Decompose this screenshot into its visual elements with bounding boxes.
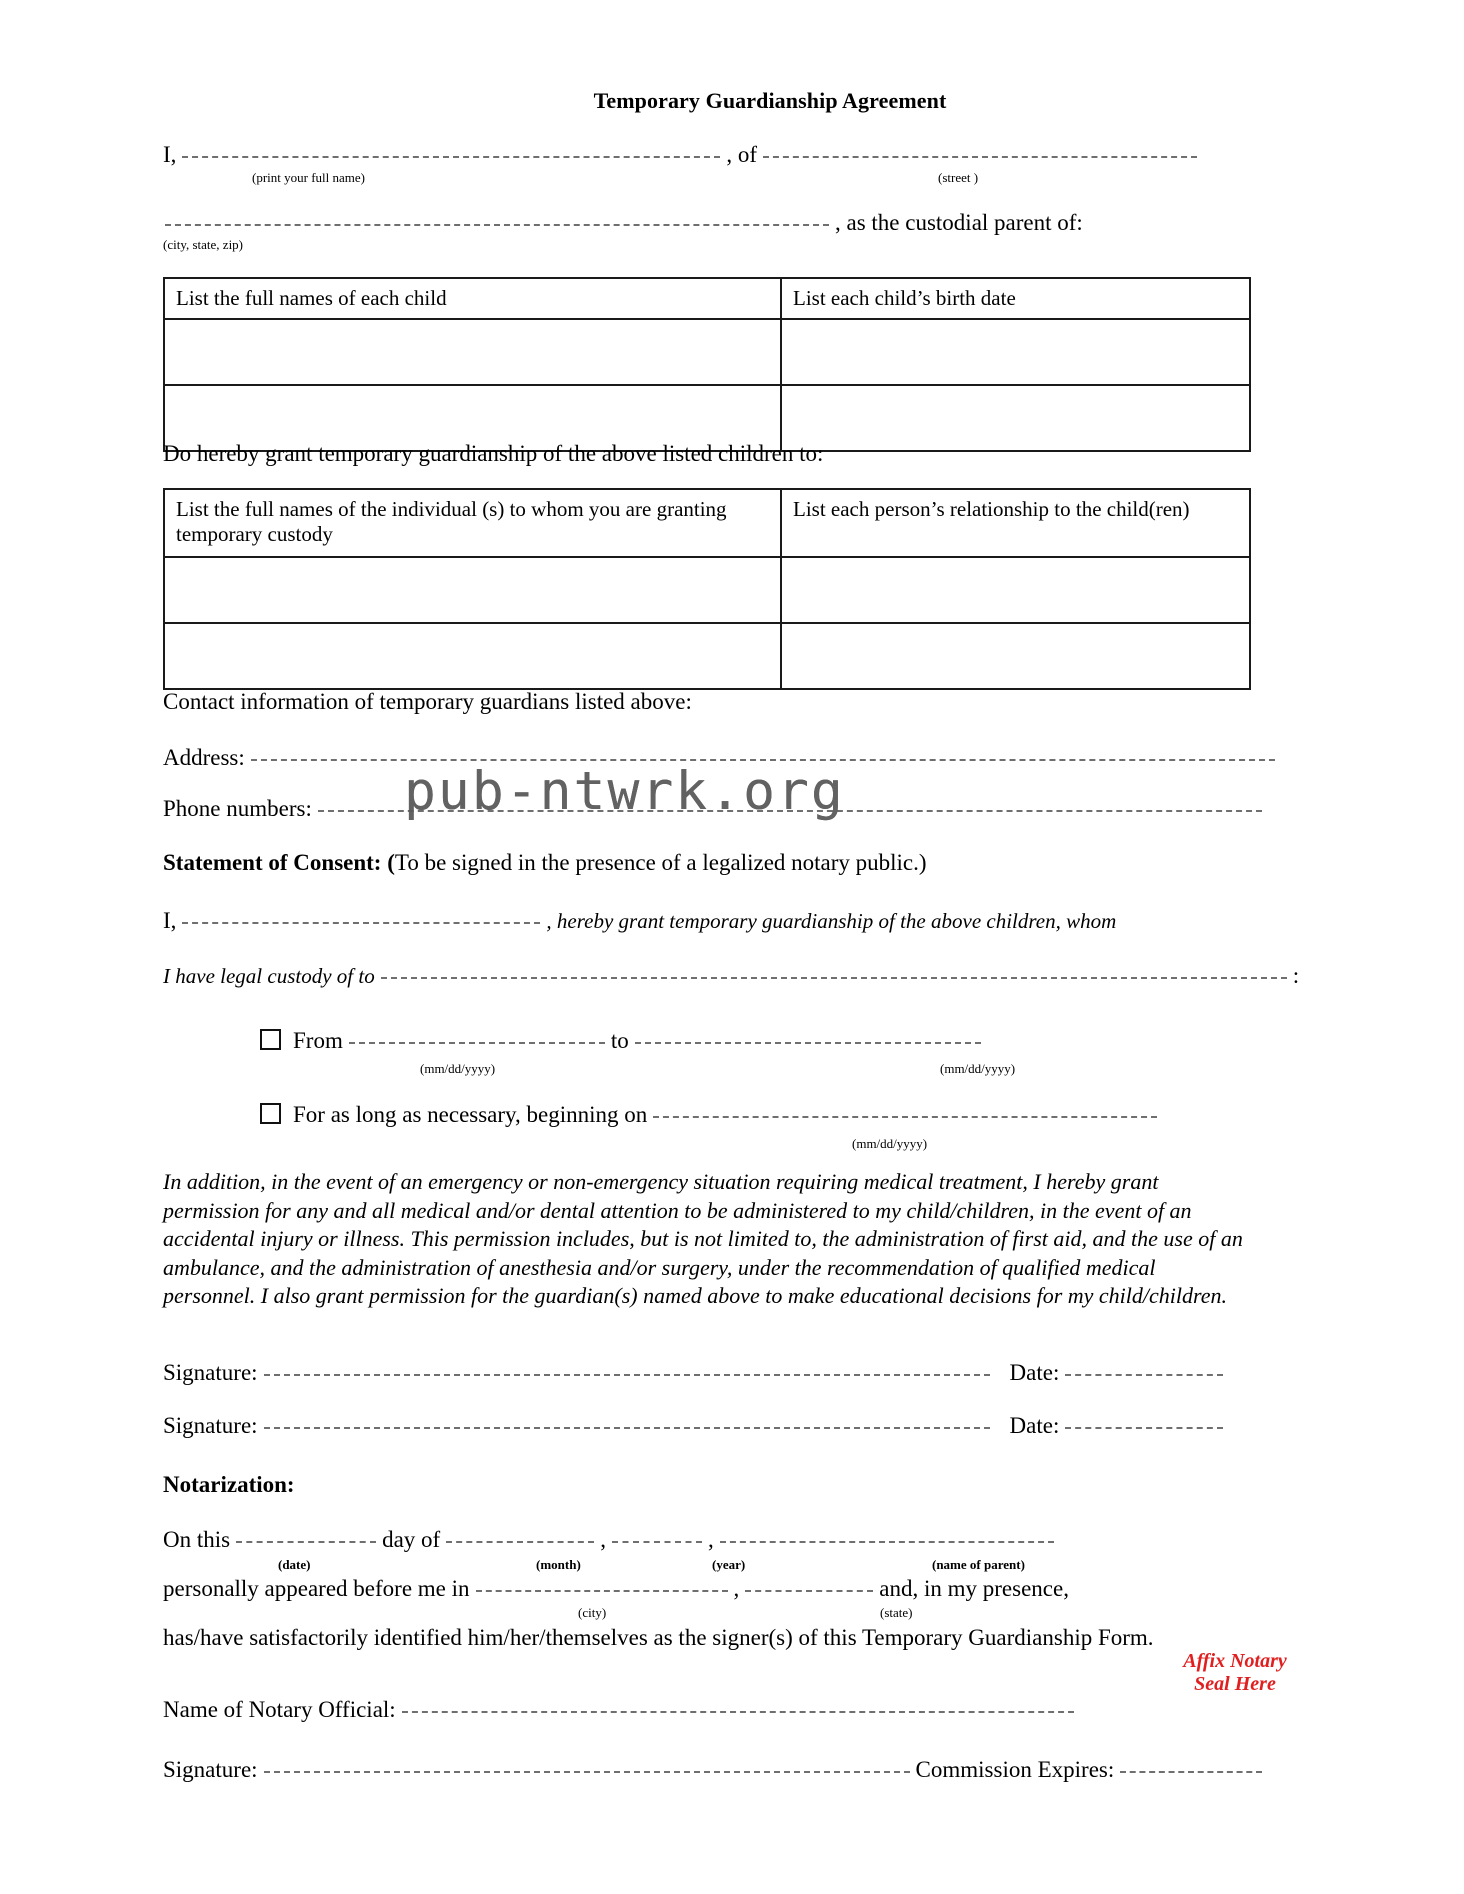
custodial-parent-text: , as the custodial parent of: [835,210,1083,235]
aslong-option-row [260,1102,1159,1128]
notarization-line-2 [163,1576,1069,1602]
table-row [164,319,1250,385]
notary-comma-1: , [600,1527,606,1552]
table-row [164,557,1250,623]
beginning-on-date-field[interactable] [653,1116,1157,1118]
contact-heading: Contact information of temporary guardians listed above: [163,689,692,714]
children-table-wrap [163,277,1251,452]
hint-notary-year: (year) [712,1557,746,1572]
i-label-consent: I, [163,908,177,933]
i-label-intro: I, [163,142,177,167]
table-header-row [164,489,1250,557]
notary-city-field[interactable] [476,1590,728,1592]
hint-beginning-date-format: (mm/dd/yyyy) [852,1136,928,1151]
table-row [164,623,1250,689]
phone-label: Phone numbers: [163,796,312,821]
notary-comma-2: , [707,1527,714,1552]
notary-identified-statement: has/have satisfactorily identified him/her/themselves as the signer(s) of this Temporary Guardianship Form. [163,1625,1154,1650]
consent-line-1 [163,908,1116,934]
address-label: Address: [163,745,245,770]
signature-field-1[interactable] [264,1374,990,1376]
notary-comma-3: , [733,1576,740,1601]
hint-city-state-zip: (city, state, zip) [163,237,244,252]
medical-permission-paragraph: In addition, in the event of an emergency or non-emergency situation requiring medical treatment, I hereby grant permission for any and all medical and/or dental attention to be administered to my child/children, in the event of an accidental injury or illness. This permission includes, but is not limited to, the administration of first aid, and the use of an ambulance, and the administration of anesthesia and/or surgery, under the recommendation of qualified medical personnel. I also grant permission for the guardian(s) named above to make educational decisions for my child/children. [163,1169,1243,1309]
guardians-col-header-relationship: List each person’s relationship to the child(ren) [781,489,1250,557]
hint-print-full-name: (print your full name) [252,170,365,185]
consent-heading-rest: To be signed in the presence of a legalized notary public.) [394,850,927,875]
signature-field-2[interactable] [264,1427,990,1429]
hint-notary-state: (state) [880,1605,913,1620]
children-cell-name-1[interactable] [164,319,781,385]
appeared-before-me-label: personally appeared before me in [163,1576,470,1601]
from-date-field[interactable] [349,1042,605,1044]
city-state-zip-field[interactable] [165,224,829,226]
children-col-header-birthdate: List each child’s birth date [781,278,1250,319]
intro-line-1 [163,142,1199,168]
hint-to-date-format: (mm/dd/yyyy) [940,1061,1016,1076]
name-of-notary-field[interactable] [402,1711,1074,1713]
consent-name-field[interactable] [182,922,540,924]
guardians-cell-name-1[interactable] [164,557,781,623]
hint-notary-month: (month) [536,1557,581,1572]
children-col-header-name: List the full names of each child [164,278,781,319]
hint-notary-city: (city) [578,1605,607,1620]
table-header-row [164,278,1250,319]
from-checkbox[interactable] [260,1029,281,1050]
hint-notary-date: (date) [278,1557,311,1572]
watermark-text: pub-ntwrk.org [404,761,845,822]
and-in-my-presence-label: and, in my presence, [879,1576,1069,1601]
of-label: , of [726,142,758,167]
notary-signature-label: Signature: [163,1757,258,1782]
name-of-notary-label: Name of Notary Official: [163,1697,396,1722]
hint-from-date-format: (mm/dd/yyyy) [420,1061,496,1076]
street-field[interactable] [763,156,1197,158]
consent-line-2 [163,963,1299,989]
signature-label-2: Signature: [163,1413,258,1438]
guardians-cell-relationship-2[interactable] [781,623,1250,689]
children-cell-birthdate-2[interactable] [781,385,1250,451]
notary-month-field[interactable] [446,1541,594,1543]
guardians-table-wrap [163,488,1251,690]
page-title-wrap [160,68,1300,114]
signature-label-1: Signature: [163,1360,258,1385]
notarization-line-1 [163,1527,1056,1553]
hint-notary-parent-name: (name of parent) [932,1557,1025,1572]
notary-parent-name-field[interactable] [720,1541,1054,1543]
children-cell-birthdate-1[interactable] [781,319,1250,385]
affix-notary-seal-line-1: Affix Notary [1183,1650,1287,1672]
grant-statement: Do hereby grant temporary guardianship of the above listed children to: [163,441,824,466]
hint-street: (street ) [938,170,979,185]
day-of-label: day of [382,1527,441,1552]
notary-signature-row [163,1757,1264,1783]
full-name-field[interactable] [182,156,720,158]
signature-row-2 [163,1413,1225,1439]
from-option-row [260,1028,983,1054]
on-this-label: On this [163,1527,231,1552]
date-label-2: Date: [1009,1413,1060,1438]
consent-clause-2: I have legal custody of to [163,964,375,988]
page-title: Temporary Guardianship Agreement [593,88,947,113]
to-date-field[interactable] [635,1042,981,1044]
affix-notary-seal-line-2: Seal Here [1194,1673,1276,1695]
notary-day-field[interactable] [236,1541,376,1543]
guardians-col-header-names: List the full names of the individual (s) to whom you are granting temporary custody [164,489,781,557]
consent-heading-bold: Statement of Consent: ( [163,850,395,875]
to-label: to [610,1028,629,1053]
consent-clause-2-end: : [1292,963,1300,988]
from-label: From [293,1028,343,1053]
guardians-table [163,488,1251,690]
children-table [163,277,1251,452]
notary-signature-field[interactable] [264,1771,910,1773]
consent-custody-field[interactable] [381,977,1287,979]
date-label-1: Date: [1009,1360,1060,1385]
intro-line-2 [163,210,1083,236]
guardians-cell-relationship-1[interactable] [781,557,1250,623]
commission-expires-label: Commission Expires: [915,1757,1115,1782]
consent-heading-line [163,850,927,876]
notary-year-field[interactable] [612,1541,702,1543]
as-long-as-necessary-checkbox[interactable] [260,1103,281,1124]
commission-expires-field[interactable] [1120,1771,1262,1773]
date-field-2[interactable] [1065,1427,1223,1429]
notary-state-field[interactable] [745,1590,873,1592]
date-field-1[interactable] [1065,1374,1223,1376]
affix-notary-seal-note [1135,1650,1335,1696]
notary-name-row [163,1697,1076,1723]
signature-row-1 [163,1360,1225,1386]
as-long-as-necessary-label: For as long as necessary, beginning on [293,1102,648,1127]
notarization-heading: Notarization: [163,1472,295,1497]
consent-clause-1: , hereby grant temporary guardianship of the above children, whom [546,909,1117,933]
guardians-cell-name-2[interactable] [164,623,781,689]
